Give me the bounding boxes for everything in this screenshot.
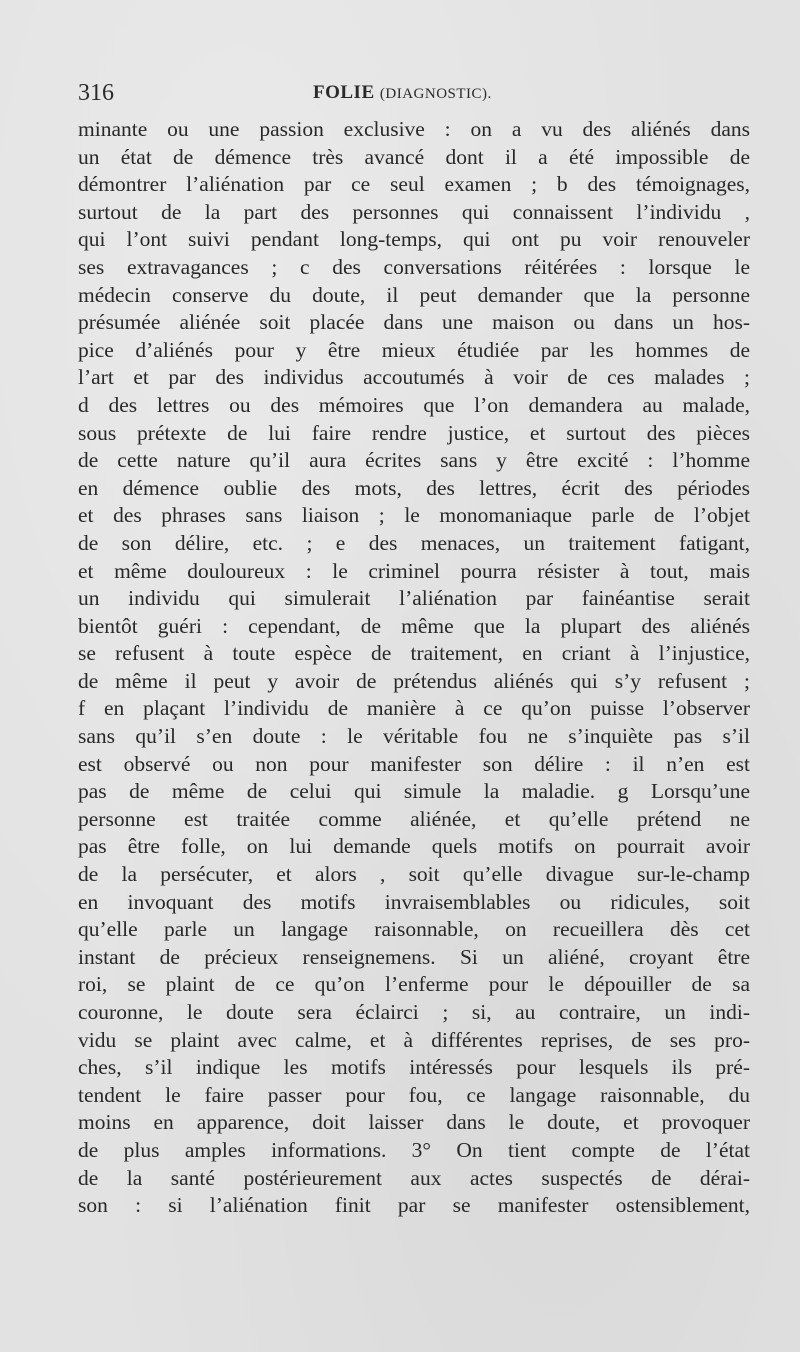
text-line: f en plaçant l’individu de manière à ce qu’on puisse l’observer: [78, 696, 750, 721]
text-line: et même douloureux : le criminel pourra résister à tout, mais: [78, 558, 750, 583]
running-head: [313, 82, 492, 104]
text-line: qu’elle parle un langage raisonnable, on recueillera dès cet: [78, 917, 750, 942]
text-line: vidu se plaint avec calme, et à différentes reprises, de ses pro-: [78, 1027, 750, 1052]
text-line: son : si l’aliénation finit par se manifester ostensiblement,: [78, 1193, 750, 1218]
text-line: couronne, le doute sera éclairci ; si, au contraire, un indi-: [78, 1000, 750, 1024]
page-header: [78, 80, 748, 110]
text-line: démontrer l’aliénation par ce seul examen ; b des témoignages,: [78, 172, 750, 197]
text-line: est observé ou non pour manifester son délire : il n’en est: [78, 751, 750, 776]
text-line: minante ou une passion exclusive : on a vu des aliénés dans: [78, 117, 750, 141]
text-line: de plus amples informations. 3° On tient compte de l’état: [78, 1137, 750, 1162]
text-line: de même il peut y avoir de prétendus aliénés qui s’y refusent ;: [78, 668, 750, 693]
text-line: pas être folle, on lui demande quels motifs on pourrait avoir: [78, 834, 750, 859]
text-line: un individu qui simulerait l’aliénation par fainéantise serait: [78, 586, 750, 611]
text-line: personne est traitée comme aliénée, et qu’elle prétend ne: [78, 806, 750, 831]
text-line: l’art et par des individus accoutumés à voir de ces malades ;: [78, 365, 750, 390]
text-line: ches, s’il indique les motifs intéressés pour lesquels ils pré-: [78, 1055, 750, 1080]
text-line: de la santé postérieurement aux actes suspectés de dérai-: [78, 1165, 750, 1190]
running-head-subtitle: (DIAGNOSTIC).: [379, 86, 492, 102]
body-text: [78, 116, 750, 1220]
text-line: un état de démence très avancé dont il a été impossible de: [78, 144, 750, 169]
text-line: en invoquant des motifs invraisemblables ou ridicules, soit: [78, 889, 750, 914]
text-line: médecin conserve du doute, il peut demander que la personne: [78, 282, 750, 307]
text-line: sans qu’il s’en doute : le véritable fou ne s’inquiète pas s’il: [78, 724, 750, 749]
running-head-title: FOLIE: [313, 82, 375, 103]
text-line: de cette nature qu’il aura écrites sans y être excité : l’homme: [78, 448, 750, 473]
text-line: sous prétexte de lui faire rendre justice, et surtout des pièces: [78, 420, 750, 445]
text-line: en démence oublie des mots, des lettres, écrit des périodes: [78, 475, 750, 500]
text-line: moins en apparence, doit laisser dans le doute, et provoquer: [78, 1110, 750, 1135]
text-line: instant de précieux renseignemens. Si un aliéné, croyant être: [78, 944, 750, 969]
text-line: pice d’aliénés pour y être mieux étudiée par les hommes de: [78, 337, 750, 362]
text-line: se refusent à toute espèce de traitement, en criant à l’injustice,: [78, 641, 750, 666]
text-line: bientôt guéri : cependant, de même que la plupart des aliénés: [78, 613, 750, 638]
text-line: surtout de la part des personnes qui connaissent l’individu ,: [78, 199, 750, 224]
page-number: 316: [78, 80, 114, 106]
text-line: de son délire, etc. ; e des menaces, un traitement fatigant,: [78, 530, 750, 555]
text-line: qui l’ont suivi pendant long-temps, qui ont pu voir renouveler: [78, 227, 750, 252]
text-line: d des lettres ou des mémoires que l’on demandera au malade,: [78, 392, 750, 417]
text-line: tendent le faire passer pour fou, ce langage raisonnable, du: [78, 1082, 750, 1107]
text-line: roi, se plaint de ce qu’on l’enferme pour le dépouiller de sa: [78, 972, 750, 997]
text-line: présumée aliénée soit placée dans une maison ou dans un hos-: [78, 310, 750, 335]
text-line: de la persécuter, et alors , soit qu’elle divague sur-le-champ: [78, 862, 750, 887]
text-line: et des phrases sans liaison ; le monomaniaque parle de l’objet: [78, 503, 750, 528]
text-line: pas de même de celui qui simule la maladie. g Lorsqu’une: [78, 779, 750, 804]
text-line: ses extravagances ; c des conversations réitérées : lorsque le: [78, 254, 750, 279]
